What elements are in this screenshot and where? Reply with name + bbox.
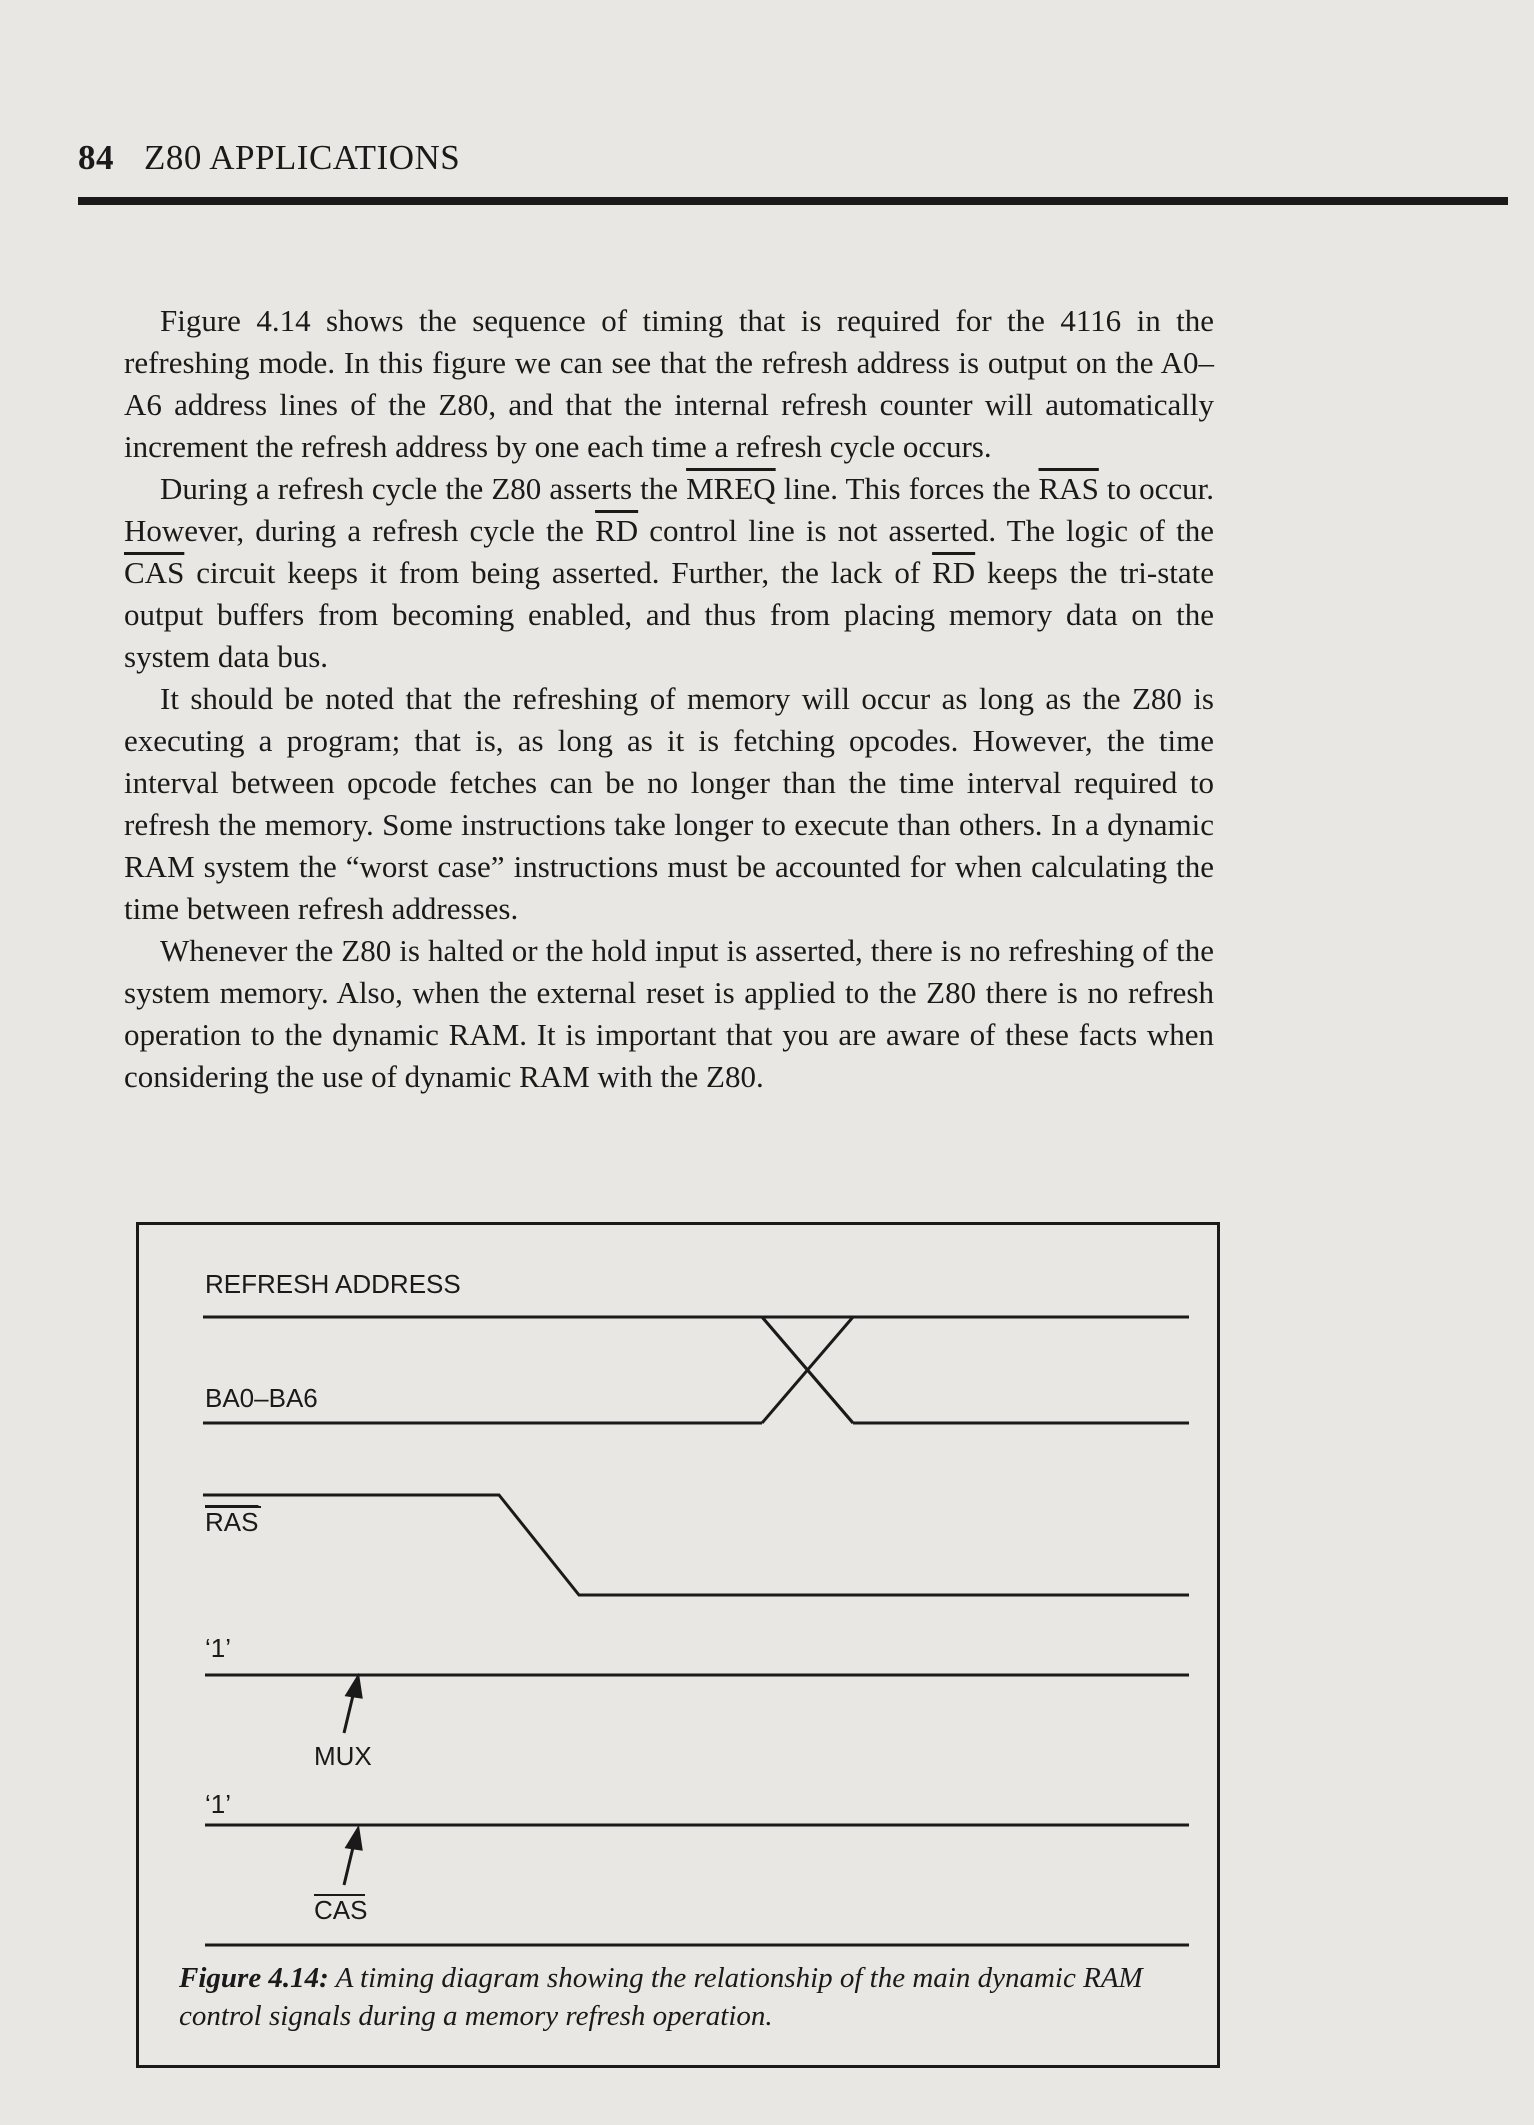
signal-name: $\overline{RD}$	[595, 513, 639, 548]
label-mux: MUX	[314, 1741, 372, 1771]
text-run: It should be noted that the refreshing of memory will occur as long as the Z80 is executing a program; that is, as long as it is fetching opcodes. However, the time interval between opcode fetches can be no longer than the time interval required to refresh the memory. Some instructions take longer to execute than others. In a dynamic RAM system the “worst case” instructions must be accounted for when calculating the time between refresh addresses.	[124, 681, 1214, 926]
signal-name: $\overline{RAS}$	[1038, 471, 1099, 506]
paragraph	[124, 468, 1214, 678]
text-run: control line is not asserted. The logic of the	[638, 513, 1214, 548]
running-title: Z80 APPLICATIONS	[144, 138, 461, 177]
text-run: to occur. However, during a refresh cycle the	[124, 471, 1214, 548]
body-text	[124, 300, 1214, 1098]
mux-arrowhead	[347, 1677, 361, 1697]
text-run: line. This forces the	[775, 471, 1039, 506]
signal-name: $\overline{RD}$	[932, 555, 976, 590]
paragraph	[124, 300, 1214, 468]
text-run: During a refresh cycle the Z80 asserts the	[160, 471, 687, 506]
text-run: circuit keeps it from being asserted. Further, the lack of	[184, 555, 933, 590]
header-rule	[78, 197, 1508, 205]
label-ba0-ba6: BA0–BA6	[205, 1383, 318, 1413]
figure-4-14	[136, 1222, 1220, 2068]
label-ras: RAS	[205, 1507, 259, 1537]
caption-lead: Figure 4.14:	[179, 1962, 329, 1994]
timing-diagram	[139, 1225, 1223, 2071]
caption-text: A timing diagram showing the relationship of the main dynamic RAM control signals during a memory refresh operation.	[179, 1962, 1143, 2032]
paragraph	[124, 678, 1214, 930]
page-number: 84	[78, 138, 114, 177]
label-refresh-address: REFRESH ADDRESS	[205, 1269, 461, 1299]
paragraph	[124, 930, 1214, 1098]
text-run: Figure 4.14 shows the sequence of timing that is required for the 4116 in the refreshing mode. In this figure we can see that the refresh address is output on the A0–A6 address lines of the Z80, and that the internal refresh counter will automatically increment the refresh address by one each time a refresh cycle occurs.	[124, 303, 1214, 464]
text-run: Whenever the Z80 is halted or the hold input is asserted, there is no refreshing of the system memory. Also, when the external reset is applied to the Z80 there is no refresh operation to the dynamic RAM. It is important that you are aware of these facts when considering the use of dynamic RAM with the Z80.	[124, 933, 1214, 1094]
ras-trace	[203, 1495, 1189, 1595]
label-one-mux: ‘1’	[205, 1633, 232, 1663]
cas-arrowhead	[347, 1829, 361, 1849]
running-header	[78, 138, 460, 178]
signal-name: MREQ	[686, 471, 776, 506]
text-run: keeps the tri-state output buffers from becoming enabled, and thus from placing memory data on the system data bus.	[124, 555, 1215, 674]
signal-name: $\overline{CAS}$	[124, 555, 185, 590]
address-bus-crossover	[762, 1317, 853, 1423]
figure-caption	[179, 1959, 1179, 2035]
label-one-cas: ‘1’	[205, 1789, 232, 1819]
label-cas: CAS	[314, 1895, 368, 1925]
